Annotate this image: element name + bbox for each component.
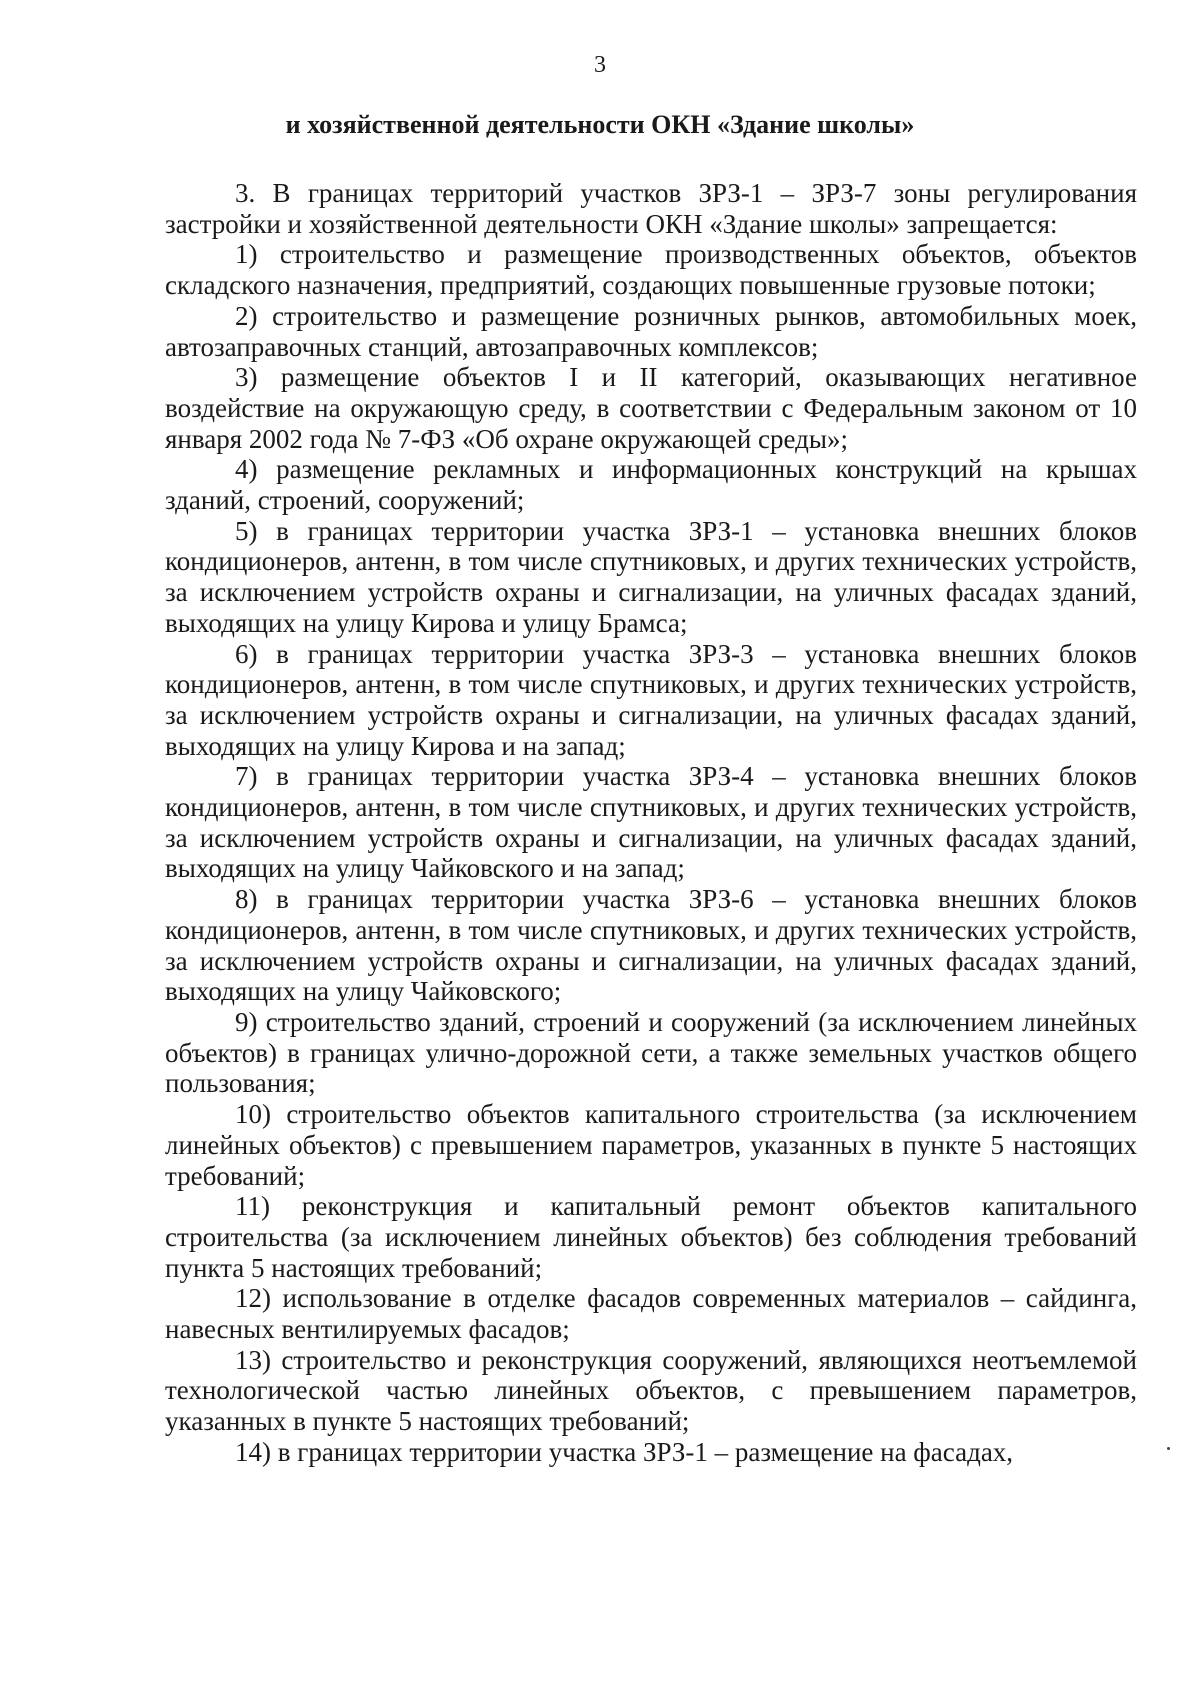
list-item: 1) строительство и размещение производственных объектов, объектов складского назначения, предприятий, создающих повышенные грузовые потоки; (165, 239, 1137, 301)
list-item: 8) в границах территории участка ЗРЗ-6 – установка внешних блоков кондиционеров, антенн, в том числе спутниковых, и других технических устройств, за исключением устройств охраны и сигнализации, на уличных фасадах зданий, выходящих на улицу Чайковского; (165, 884, 1137, 1007)
list-item: 6) в границах территории участка ЗРЗ-3 – установка внешних блоков кондиционеров, антенн, в том числе спутниковых, и других технических устройств, за исключением устройств охраны и сигнализации, на уличных фасадах зданий, выходящих на улицу Кирова и на запад; (165, 638, 1137, 761)
list-item: 9) строительство зданий, строений и сооружений (за исключением линейных объектов) в границах улично-дорожной сети, а также земельных участков общего пользования; (165, 1006, 1137, 1099)
list-item: 7) в границах территории участка ЗРЗ-4 – установка внешних блоков кондиционеров, антенн, в том числе спутниковых, и других технических устройств, за исключением устройств охраны и сигнализации, на уличных фасадах зданий, выходящих на улицу Чайковского и на запад; (165, 761, 1137, 884)
document-body (165, 178, 1137, 1468)
list-item: 13) строительство и реконструкция сооружений, являющихся неотъемлемой технологической частью линейных объектов, с превышением параметров, указанных в пункте 5 настоящих требований; (165, 1344, 1137, 1437)
page-number: 3 (594, 52, 606, 78)
scan-speck (1167, 1447, 1170, 1450)
list-item: 2) строительство и размещение розничных рынков, автомобильных моек, автозаправочных станций, автозаправочных комплексов; (165, 300, 1137, 362)
list-item: 10) строительство объектов капитального строительства (за исключением линейных объектов) с превышением параметров, указанных в пункте 5 настоящих требований; (165, 1099, 1137, 1191)
section-heading: и хозяйственной деятельности ОКН «Здание школы» (285, 110, 915, 139)
list-item: 4) размещение рекламных и информационных конструкций на крышах зданий, строений, сооружений; (165, 454, 1137, 516)
list-item: 14) в границах территории участка ЗРЗ-1 – размещение на фасадах, (235, 1436, 1014, 1467)
list-item: 12) использование в отделке фасадов современных материалов – сайдинга, навесных вентилируемых фасадов; (165, 1283, 1137, 1345)
paragraph-intro: 3. В границах территорий участков ЗРЗ-1 – ЗРЗ-7 зоны регулирования застройки и хозяйственной деятельности ОКН «Здание школы» запрещается: (165, 178, 1137, 239)
list-item: 11) реконструкция и капитальный ремонт объектов капитального строительства (за исключением линейных объектов) без соблюдения требований пункта 5 настоящих требований; (165, 1191, 1137, 1283)
list-item: 5) в границах территории участка ЗРЗ-1 – установка внешних блоков кондиционеров, антенн, в том числе спутниковых, и других технических устройств, за исключением устройств охраны и сигнализации, на уличных фасадах зданий, выходящих на улицу Кирова и улицу Брамса; (165, 515, 1137, 638)
list-item: 3) размещение объектов I и II категорий, оказывающих негативное воздействие на окружающую среду, в соответствии с Федеральным законом от 10 января 2002 года № 7-ФЗ «Об охране окружающей среды»; (165, 362, 1137, 454)
